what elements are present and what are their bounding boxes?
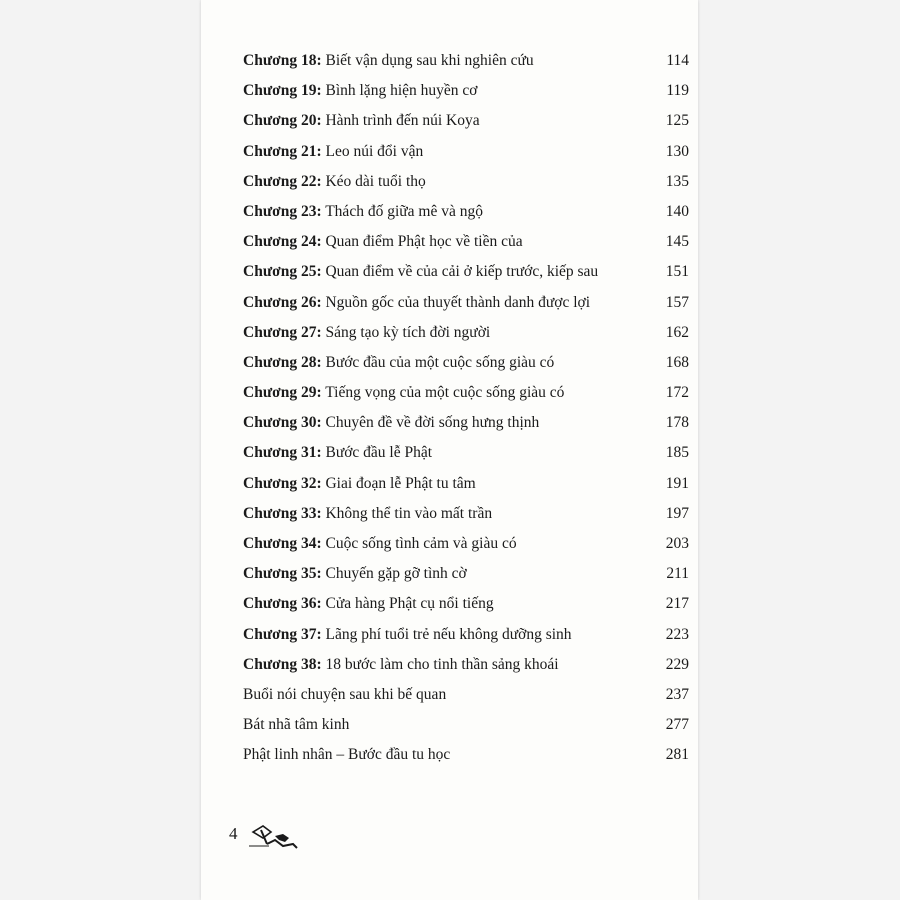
chapter-title: Lãng phí tuổi trẻ nếu không dưỡng sinh <box>325 625 572 643</box>
chapter-title: Chuyên đề về đời sống hưng thịnh <box>325 414 540 432</box>
chapter-page-number: 130 <box>665 142 689 160</box>
toc-entry <box>243 197 689 227</box>
chapter-number: Chương 36: <box>243 595 322 613</box>
chapter-page-number: 217 <box>665 595 689 613</box>
footer-ornament-icon <box>249 822 301 852</box>
chapter-page-number: 168 <box>665 353 689 371</box>
chapter-title: Kéo dài tuổi thọ <box>325 172 426 190</box>
table-of-contents <box>243 46 689 771</box>
toc-entry <box>243 378 689 408</box>
chapter-page-number: 203 <box>665 535 689 552</box>
chapter-title: Sáng tạo kỳ tích đời người <box>325 323 491 341</box>
chapter-number: Chương 35: <box>243 565 322 583</box>
chapter-page-number: 151 <box>665 263 689 281</box>
chapter-title: Bước đầu lễ Phật <box>325 444 433 462</box>
chapter-number: Chương 30: <box>243 414 322 432</box>
chapter-number: Chương 38: <box>243 655 322 673</box>
page-number: 4 <box>229 824 238 843</box>
toc-entry <box>243 620 689 650</box>
toc-entry <box>243 46 689 76</box>
chapter-number: Chương 29: <box>243 384 322 402</box>
chapter-title: Leo núi đổi vận <box>325 142 424 160</box>
chapter-page-number: 119 <box>666 82 689 100</box>
chapter-title: Biết vận dụng sau khi nghiên cứu <box>325 52 534 69</box>
chapter-page-number: 178 <box>665 414 689 432</box>
toc-entry <box>243 288 689 318</box>
chapter-page-number: 140 <box>665 202 689 220</box>
chapter-number: Chương 21: <box>243 142 322 160</box>
chapter-title: 18 bước làm cho tinh thần sảng khoái <box>325 655 559 673</box>
chapter-page-number: 191 <box>665 474 689 492</box>
chapter-page-number: 145 <box>665 233 689 251</box>
chapter-number: Chương 19: <box>243 82 322 100</box>
chapter-title: Quan điểm về của cải ở kiếp trước, kiếp sau <box>325 263 599 281</box>
chapter-page-number: 162 <box>665 323 689 341</box>
chapter-page-number: 229 <box>665 655 689 673</box>
chapter-page-number: 185 <box>665 444 689 462</box>
chapter-number: Chương 27: <box>243 323 322 341</box>
chapter-title: Nguồn gốc của thuyết thành danh được lợi <box>325 293 591 311</box>
chapter-title: Bước đầu của một cuộc sống giàu có <box>325 353 555 371</box>
chapter-number: Chương 25: <box>243 263 322 281</box>
chapter-page-number: 135 <box>665 172 689 190</box>
toc-entry <box>243 710 689 740</box>
chapter-number: Chương 23: <box>243 202 322 220</box>
section-title: Phật linh nhân – Bước đầu tu học <box>243 746 451 764</box>
toc-entry <box>243 529 689 559</box>
toc-entry <box>243 499 689 529</box>
chapter-title: Giai đoạn lễ Phật tu tâm <box>325 474 476 492</box>
chapter-title: Quan điểm Phật học về tiền của <box>325 233 523 251</box>
toc-entry <box>243 106 689 136</box>
chapter-number: Chương 18: <box>243 52 322 69</box>
toc-entry <box>243 650 689 680</box>
toc-entry <box>243 257 689 287</box>
section-title: Bát nhã tâm kinh <box>243 716 350 734</box>
chapter-number: Chương 34: <box>243 535 322 552</box>
toc-entry <box>243 348 689 378</box>
section-title: Buổi nói chuyện sau khi bế quan <box>243 685 447 703</box>
chapter-page-number: 125 <box>665 112 689 130</box>
chapter-page-number: 211 <box>666 565 689 583</box>
chapter-title: Tiếng vọng của một cuộc sống giàu có <box>325 384 565 402</box>
chapter-number: Chương 31: <box>243 444 322 462</box>
chapter-page-number: 172 <box>665 384 689 402</box>
chapter-number: Chương 33: <box>243 504 322 522</box>
book-page <box>201 0 698 900</box>
toc-entry <box>243 559 689 589</box>
toc-entry <box>243 227 689 257</box>
toc-entry <box>243 167 689 197</box>
toc-entry <box>243 408 689 438</box>
toc-entry <box>243 469 689 499</box>
toc-entry <box>243 680 689 710</box>
chapter-title: Cửa hàng Phật cụ nổi tiếng <box>325 595 494 613</box>
section-page-number: 277 <box>665 716 689 734</box>
chapter-number: Chương 26: <box>243 293 322 311</box>
toc-entry <box>243 76 689 106</box>
chapter-title: Không thể tin vào mất trần <box>325 504 493 522</box>
chapter-title: Cuộc sống tình cảm và giàu có <box>325 535 517 552</box>
chapter-page-number: 114 <box>666 52 689 69</box>
chapter-number: Chương 32: <box>243 474 322 492</box>
chapter-number: Chương 20: <box>243 112 322 130</box>
toc-entry <box>243 438 689 468</box>
chapter-number: Chương 28: <box>243 353 322 371</box>
toc-entry <box>243 318 689 348</box>
chapter-number: Chương 24: <box>243 233 322 251</box>
chapter-title: Hành trình đến núi Koya <box>325 112 480 130</box>
toc-entry <box>243 137 689 167</box>
chapter-number: Chương 37: <box>243 625 322 643</box>
toc-entry <box>243 589 689 619</box>
section-page-number: 281 <box>665 746 689 764</box>
section-page-number: 237 <box>665 685 689 703</box>
chapter-title: Thách đố giữa mê và ngộ <box>325 202 483 220</box>
chapter-page-number: 157 <box>665 293 689 311</box>
chapter-title: Bình lặng hiện huyền cơ <box>325 82 478 100</box>
chapter-number: Chương 22: <box>243 172 322 190</box>
toc-entry <box>243 740 689 770</box>
chapter-title: Chuyến gặp gỡ tình cờ <box>325 565 467 583</box>
chapter-page-number: 223 <box>665 625 689 643</box>
chapter-page-number: 197 <box>665 504 689 522</box>
